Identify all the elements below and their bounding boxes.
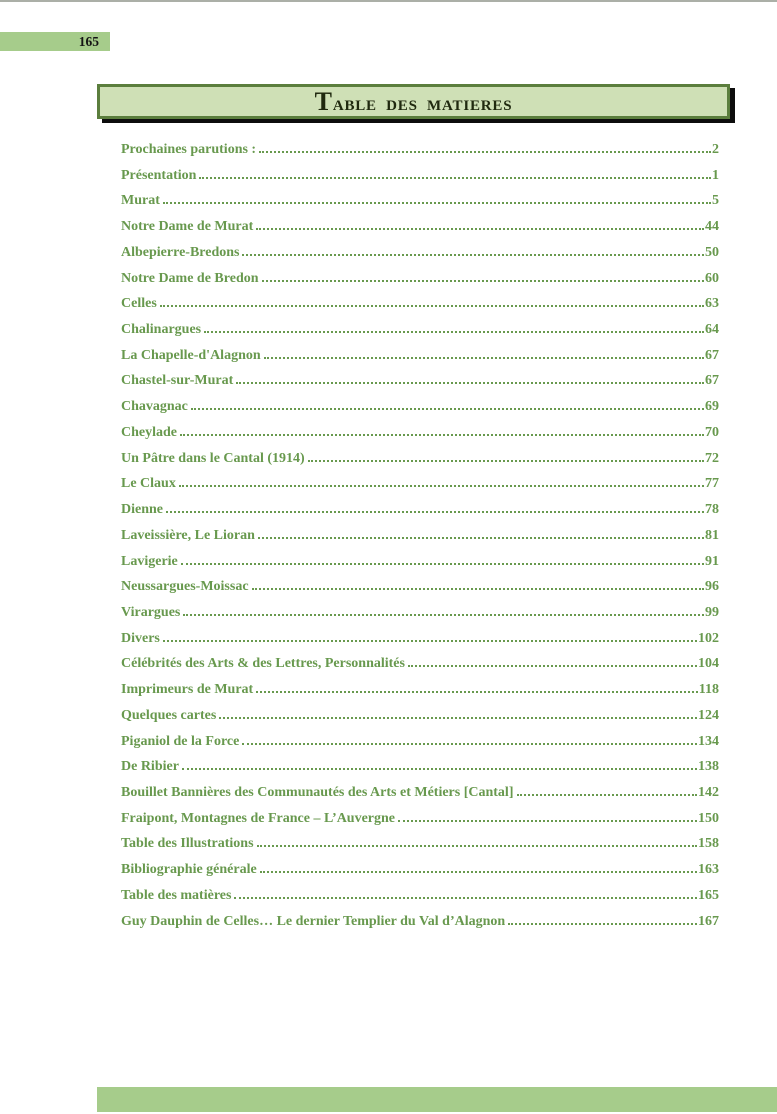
toc-entry bbox=[121, 780, 719, 806]
toc-entry bbox=[121, 266, 719, 292]
toc-entry-page: 158 bbox=[698, 836, 719, 852]
dot-leader bbox=[160, 305, 704, 307]
toc-entry bbox=[121, 497, 719, 523]
toc-entry bbox=[121, 291, 719, 317]
toc-entry bbox=[121, 857, 719, 883]
toc-entry bbox=[121, 420, 719, 446]
toc-list bbox=[121, 137, 719, 934]
toc-entry bbox=[121, 214, 719, 240]
toc-entry-label: Dienne bbox=[121, 502, 163, 518]
dot-leader bbox=[163, 640, 697, 642]
toc-entry-page: 150 bbox=[698, 810, 719, 826]
toc-entry-label: Divers bbox=[121, 630, 160, 646]
page-top-edge-line bbox=[0, 0, 777, 2]
toc-entry-page: 70 bbox=[705, 424, 719, 440]
toc-entry bbox=[121, 600, 719, 626]
dot-leader bbox=[234, 897, 697, 899]
dot-leader bbox=[308, 460, 704, 462]
toc-entry-page: 138 bbox=[698, 759, 719, 775]
dot-leader bbox=[398, 820, 697, 822]
dot-leader bbox=[183, 614, 704, 616]
toc-entry-page: 118 bbox=[698, 682, 719, 698]
toc-entry-page: 1 bbox=[712, 167, 719, 183]
toc-entry-page: 167 bbox=[698, 913, 719, 929]
dot-leader bbox=[242, 254, 704, 256]
toc-entry-label: Guy Dauphin de Celles… Le dernier Templier du Val d’Alagnon bbox=[121, 913, 506, 929]
dot-leader bbox=[508, 923, 697, 925]
dot-leader bbox=[219, 717, 697, 719]
toc-entry-page: 142 bbox=[698, 784, 719, 800]
dot-leader bbox=[264, 357, 704, 359]
toc-entry-page: 77 bbox=[705, 476, 719, 492]
dot-leader bbox=[181, 563, 704, 565]
toc-entry-page: 96 bbox=[705, 579, 719, 595]
dot-leader bbox=[408, 665, 697, 667]
toc-entry bbox=[121, 677, 719, 703]
toc-entry bbox=[121, 240, 719, 266]
toc-entry bbox=[121, 909, 719, 935]
dot-leader bbox=[260, 871, 697, 873]
toc-entry bbox=[121, 394, 719, 420]
dot-leader bbox=[517, 794, 698, 796]
toc-entry-page: 104 bbox=[698, 656, 719, 672]
toc-entry-label: Chavagnac bbox=[121, 399, 188, 415]
toc-entry bbox=[121, 729, 719, 755]
toc-entry-page: 91 bbox=[705, 553, 719, 569]
toc-entry bbox=[121, 806, 719, 832]
toc-entry-page: 64 bbox=[705, 322, 719, 338]
toc-entry-label: Le Claux bbox=[121, 476, 176, 492]
dot-leader bbox=[191, 408, 704, 410]
toc-entry-page: 99 bbox=[705, 604, 719, 620]
toc-entry bbox=[121, 188, 719, 214]
dot-leader bbox=[258, 537, 704, 539]
toc-entry bbox=[121, 626, 719, 652]
toc-entry-page: 67 bbox=[705, 373, 719, 389]
toc-entry-page: 78 bbox=[705, 502, 719, 518]
toc-entry bbox=[121, 471, 719, 497]
toc-entry-page: 163 bbox=[698, 862, 719, 878]
toc-entry-label: Table des Illustrations bbox=[121, 836, 254, 852]
toc-entry-label: Table des matières bbox=[121, 887, 232, 903]
dot-leader bbox=[256, 691, 698, 693]
toc-entry-label: Virargues bbox=[121, 604, 181, 620]
toc-entry-label: Quelques cartes bbox=[121, 707, 217, 723]
toc-entry-page: 60 bbox=[705, 270, 719, 286]
toc-entry-page: 102 bbox=[698, 630, 719, 646]
toc-entry bbox=[121, 343, 719, 369]
page-number-band bbox=[0, 32, 110, 51]
dot-leader bbox=[262, 280, 704, 282]
toc-title: Table des matieres bbox=[314, 86, 513, 116]
dot-leader bbox=[256, 228, 704, 230]
toc-entry bbox=[121, 163, 719, 189]
toc-entry-page: 50 bbox=[705, 244, 719, 260]
toc-title-box bbox=[97, 84, 730, 119]
toc-entry bbox=[121, 754, 719, 780]
dot-leader bbox=[204, 331, 704, 333]
dot-leader bbox=[163, 202, 711, 204]
toc-entry-label: De Ribier bbox=[121, 759, 179, 775]
toc-entry bbox=[121, 574, 719, 600]
toc-entry-label: Albepierre-Bredons bbox=[121, 244, 240, 260]
toc-entry-label: Prochaines parutions : bbox=[121, 142, 257, 157]
toc-entry bbox=[121, 549, 719, 575]
toc-entry-page: 124 bbox=[698, 707, 719, 723]
toc-entry bbox=[121, 651, 719, 677]
toc-entry bbox=[121, 368, 719, 394]
toc-entry-label: Lavigerie bbox=[121, 553, 178, 569]
toc-entry-page: 81 bbox=[705, 527, 719, 543]
toc-entry-label: Chalinargues bbox=[121, 322, 202, 338]
toc-entry-label: Fraipont, Montagnes de France – L’Auvergne bbox=[121, 810, 396, 826]
toc-entry-label: Notre Dame de Bredon bbox=[121, 270, 259, 286]
toc-entry-page: 5 bbox=[712, 193, 719, 209]
toc-entry-page: 63 bbox=[705, 296, 719, 312]
toc-entry bbox=[121, 703, 719, 729]
toc-entry-page: 165 bbox=[698, 887, 719, 903]
toc-entry-label: Présentation bbox=[121, 167, 197, 183]
dot-leader bbox=[180, 434, 704, 436]
toc-entry-page: 44 bbox=[705, 219, 719, 235]
toc-entry-page: 67 bbox=[705, 347, 719, 363]
dot-leader bbox=[236, 382, 704, 384]
toc-entry-label: Piganiol de la Force bbox=[121, 733, 240, 749]
toc-entry-label: Murat bbox=[121, 193, 160, 209]
toc-entry bbox=[121, 883, 719, 909]
dot-leader bbox=[242, 743, 697, 745]
toc-entry-page: 2 bbox=[712, 142, 719, 157]
toc-entry-page: 134 bbox=[698, 733, 719, 749]
toc-entry bbox=[121, 317, 719, 343]
footer-band bbox=[97, 1087, 777, 1112]
toc-entry-label: Bibliographie générale bbox=[121, 862, 257, 878]
dot-leader bbox=[259, 151, 711, 153]
dot-leader bbox=[179, 485, 704, 487]
toc-entry-label: Notre Dame de Murat bbox=[121, 219, 254, 235]
toc-entry-label: Imprimeurs de Murat bbox=[121, 682, 254, 698]
toc-entry-label: Celles bbox=[121, 296, 157, 312]
toc-entry-label: Chastel-sur-Murat bbox=[121, 373, 234, 389]
toc-entry bbox=[121, 523, 719, 549]
toc-entry-page: 69 bbox=[705, 399, 719, 415]
toc-entry-label: Un Pâtre dans le Cantal (1914) bbox=[121, 450, 305, 466]
dot-leader bbox=[182, 768, 697, 770]
dot-leader bbox=[257, 845, 697, 847]
toc-entry bbox=[121, 137, 719, 163]
toc-entry-label: Laveissière, Le Lioran bbox=[121, 527, 255, 543]
toc-entry-page: 72 bbox=[705, 450, 719, 466]
dot-leader bbox=[252, 588, 704, 590]
toc-entry-label: Bouillet Bannières des Communautés des Arts et Métiers [Cantal] bbox=[121, 784, 514, 800]
toc-entry-label: La Chapelle-d'Alagnon bbox=[121, 347, 261, 363]
dot-leader bbox=[166, 511, 704, 513]
toc-entry-label: Célébrités des Arts & des Lettres, Personnalités bbox=[121, 656, 405, 672]
toc-entry-label: Neussargues-Moissac bbox=[121, 579, 249, 595]
toc-entry-label: Cheylade bbox=[121, 424, 177, 440]
toc-entry bbox=[121, 446, 719, 472]
page-number: 165 bbox=[78, 33, 99, 49]
dot-leader bbox=[199, 177, 711, 179]
toc-entry bbox=[121, 831, 719, 857]
